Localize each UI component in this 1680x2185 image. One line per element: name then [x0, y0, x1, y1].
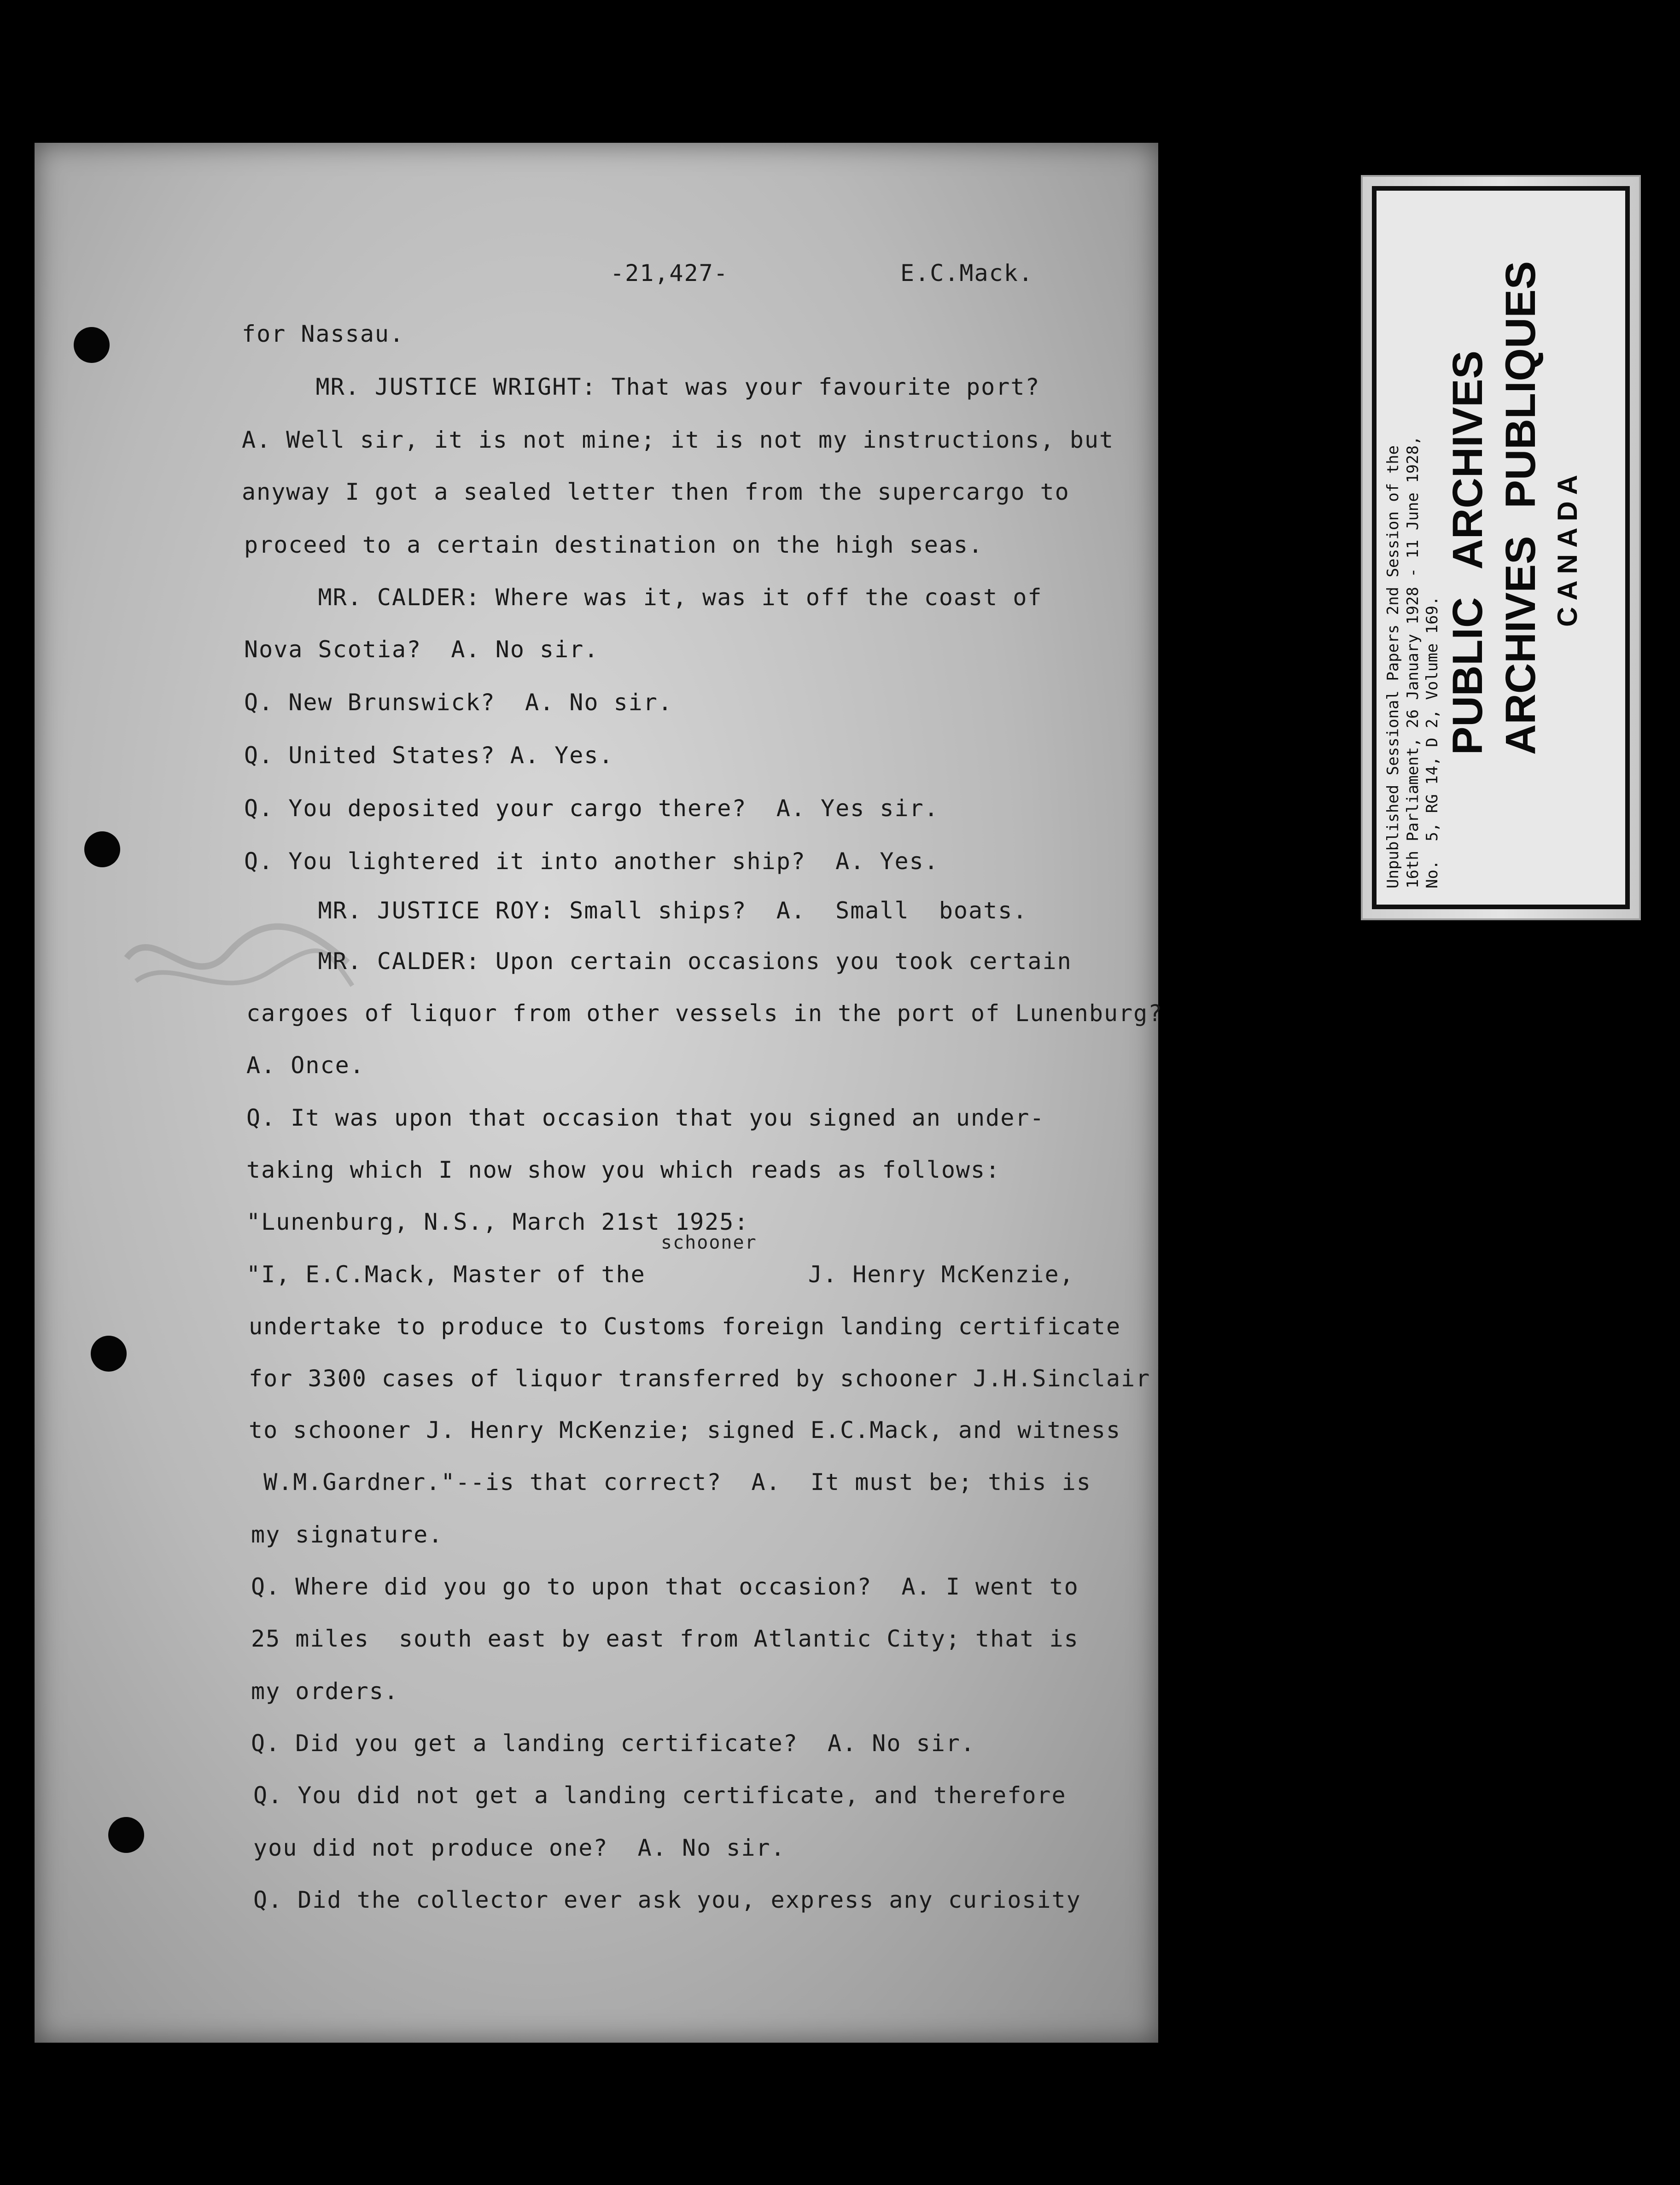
transcript-line: for Nassau.: [242, 321, 405, 347]
citation-line: 16th Parliament, 26 January 1928 - 11 June 1928,: [1403, 436, 1422, 888]
transcript-line: Q. You did not get a landing certificate, and therefore: [253, 1782, 1067, 1809]
interlinear-insert: schooner: [661, 1232, 757, 1253]
archive-title-word: ARCHIVES: [1497, 536, 1544, 755]
transcript-line: for 3300 cases of liquor transferred by schooner J.H.Sinclair: [249, 1365, 1151, 1392]
witness-name: E.C.Mack.: [900, 260, 1033, 286]
transcript-line: 25 miles south east by east from Atlantic City; that is: [251, 1625, 1079, 1652]
archive-label-frame: [1372, 186, 1630, 909]
transcript-line: proceed to a certain destination on the high seas.: [244, 532, 984, 558]
transcript-line: Q. New Brunswick? A. No sir.: [244, 689, 673, 716]
transcript-line: A. Well sir, it is not mine; it is not my instructions, but: [242, 426, 1114, 453]
transcript-line: anyway I got a sealed letter then from the supercargo to: [242, 479, 1070, 505]
page-number: -21,427-: [610, 260, 729, 286]
transcript-line: undertake to produce to Customs foreign landing certificate: [249, 1313, 1121, 1340]
transcript-line: you did not produce one? A. No sir.: [253, 1834, 786, 1861]
transcript-line: "I, E.C.Mack, Master of the J. Henry McKenzie,: [246, 1261, 1074, 1288]
transcript-line: my signature.: [251, 1521, 443, 1548]
transcript-line: to schooner J. Henry McKenzie; signed E.C.Mack, and witness: [249, 1417, 1121, 1443]
citation-line: Unpublished Sessional Papers 2nd Session of the: [1384, 445, 1402, 888]
transcript-line: MR. JUSTICE ROY: Small ships? A. Small boats.: [244, 897, 1028, 924]
archive-label: [1361, 175, 1641, 920]
archive-title-row: [1446, 64, 1490, 755]
transcript-line: A. Once.: [246, 1052, 365, 1079]
transcript-line: my orders.: [251, 1678, 399, 1705]
transcript-line: MR. CALDER: Where was it, was it off the coast of: [244, 584, 1043, 611]
archive-country: CANADA: [1552, 468, 1583, 627]
transcript-line: Nova Scotia? A. No sir.: [244, 636, 599, 663]
archive-title-row: [1499, 64, 1543, 755]
transcript-line: taking which I now show you which reads as follows:: [246, 1157, 1001, 1183]
archive-title-word: PUBLIQUES: [1497, 261, 1544, 508]
archive-title-word: PUBLIC: [1444, 597, 1491, 755]
archive-title-word: ARCHIVES: [1444, 351, 1491, 570]
transcript-line: MR. JUSTICE WRIGHT: That was your favourite port?: [242, 374, 1040, 400]
citation-line: No. 5, RG 14, D 2, Volume 169.: [1423, 596, 1441, 888]
transcript-line: Q. Did you get a landing certificate? A. No sir.: [251, 1730, 976, 1757]
transcript-line: Q. You lightered it into another ship? A. Yes.: [244, 848, 939, 875]
transcript-line: Q. Where did you go to upon that occasion? A. I went to: [251, 1573, 1079, 1600]
archive-citation: [1383, 198, 1442, 888]
transcript-line: Q. It was upon that occasion that you signed an under-: [246, 1104, 1045, 1131]
transcript-line: cargoes of liquor from other vessels in the port of Lunenburg?: [246, 1000, 1163, 1027]
transcript-line: "Lunenburg, N.S., March 21st 1925:: [246, 1209, 749, 1235]
transcript-line: Q. You deposited your cargo there? A. Yes sir.: [244, 795, 939, 822]
transcript-line: Q. United States? A. Yes.: [244, 742, 614, 769]
transcript-line: W.M.Gardner."--is that correct? A. It must be; this is: [249, 1469, 1091, 1496]
transcript-line: MR. CALDER: Upon certain occasions you took certain: [244, 948, 1072, 975]
transcript-line: Q. Did the collector ever ask you, express any curiosity: [253, 1887, 1081, 1913]
document-page: [35, 143, 1163, 2043]
typed-transcript: [35, 143, 1163, 2043]
